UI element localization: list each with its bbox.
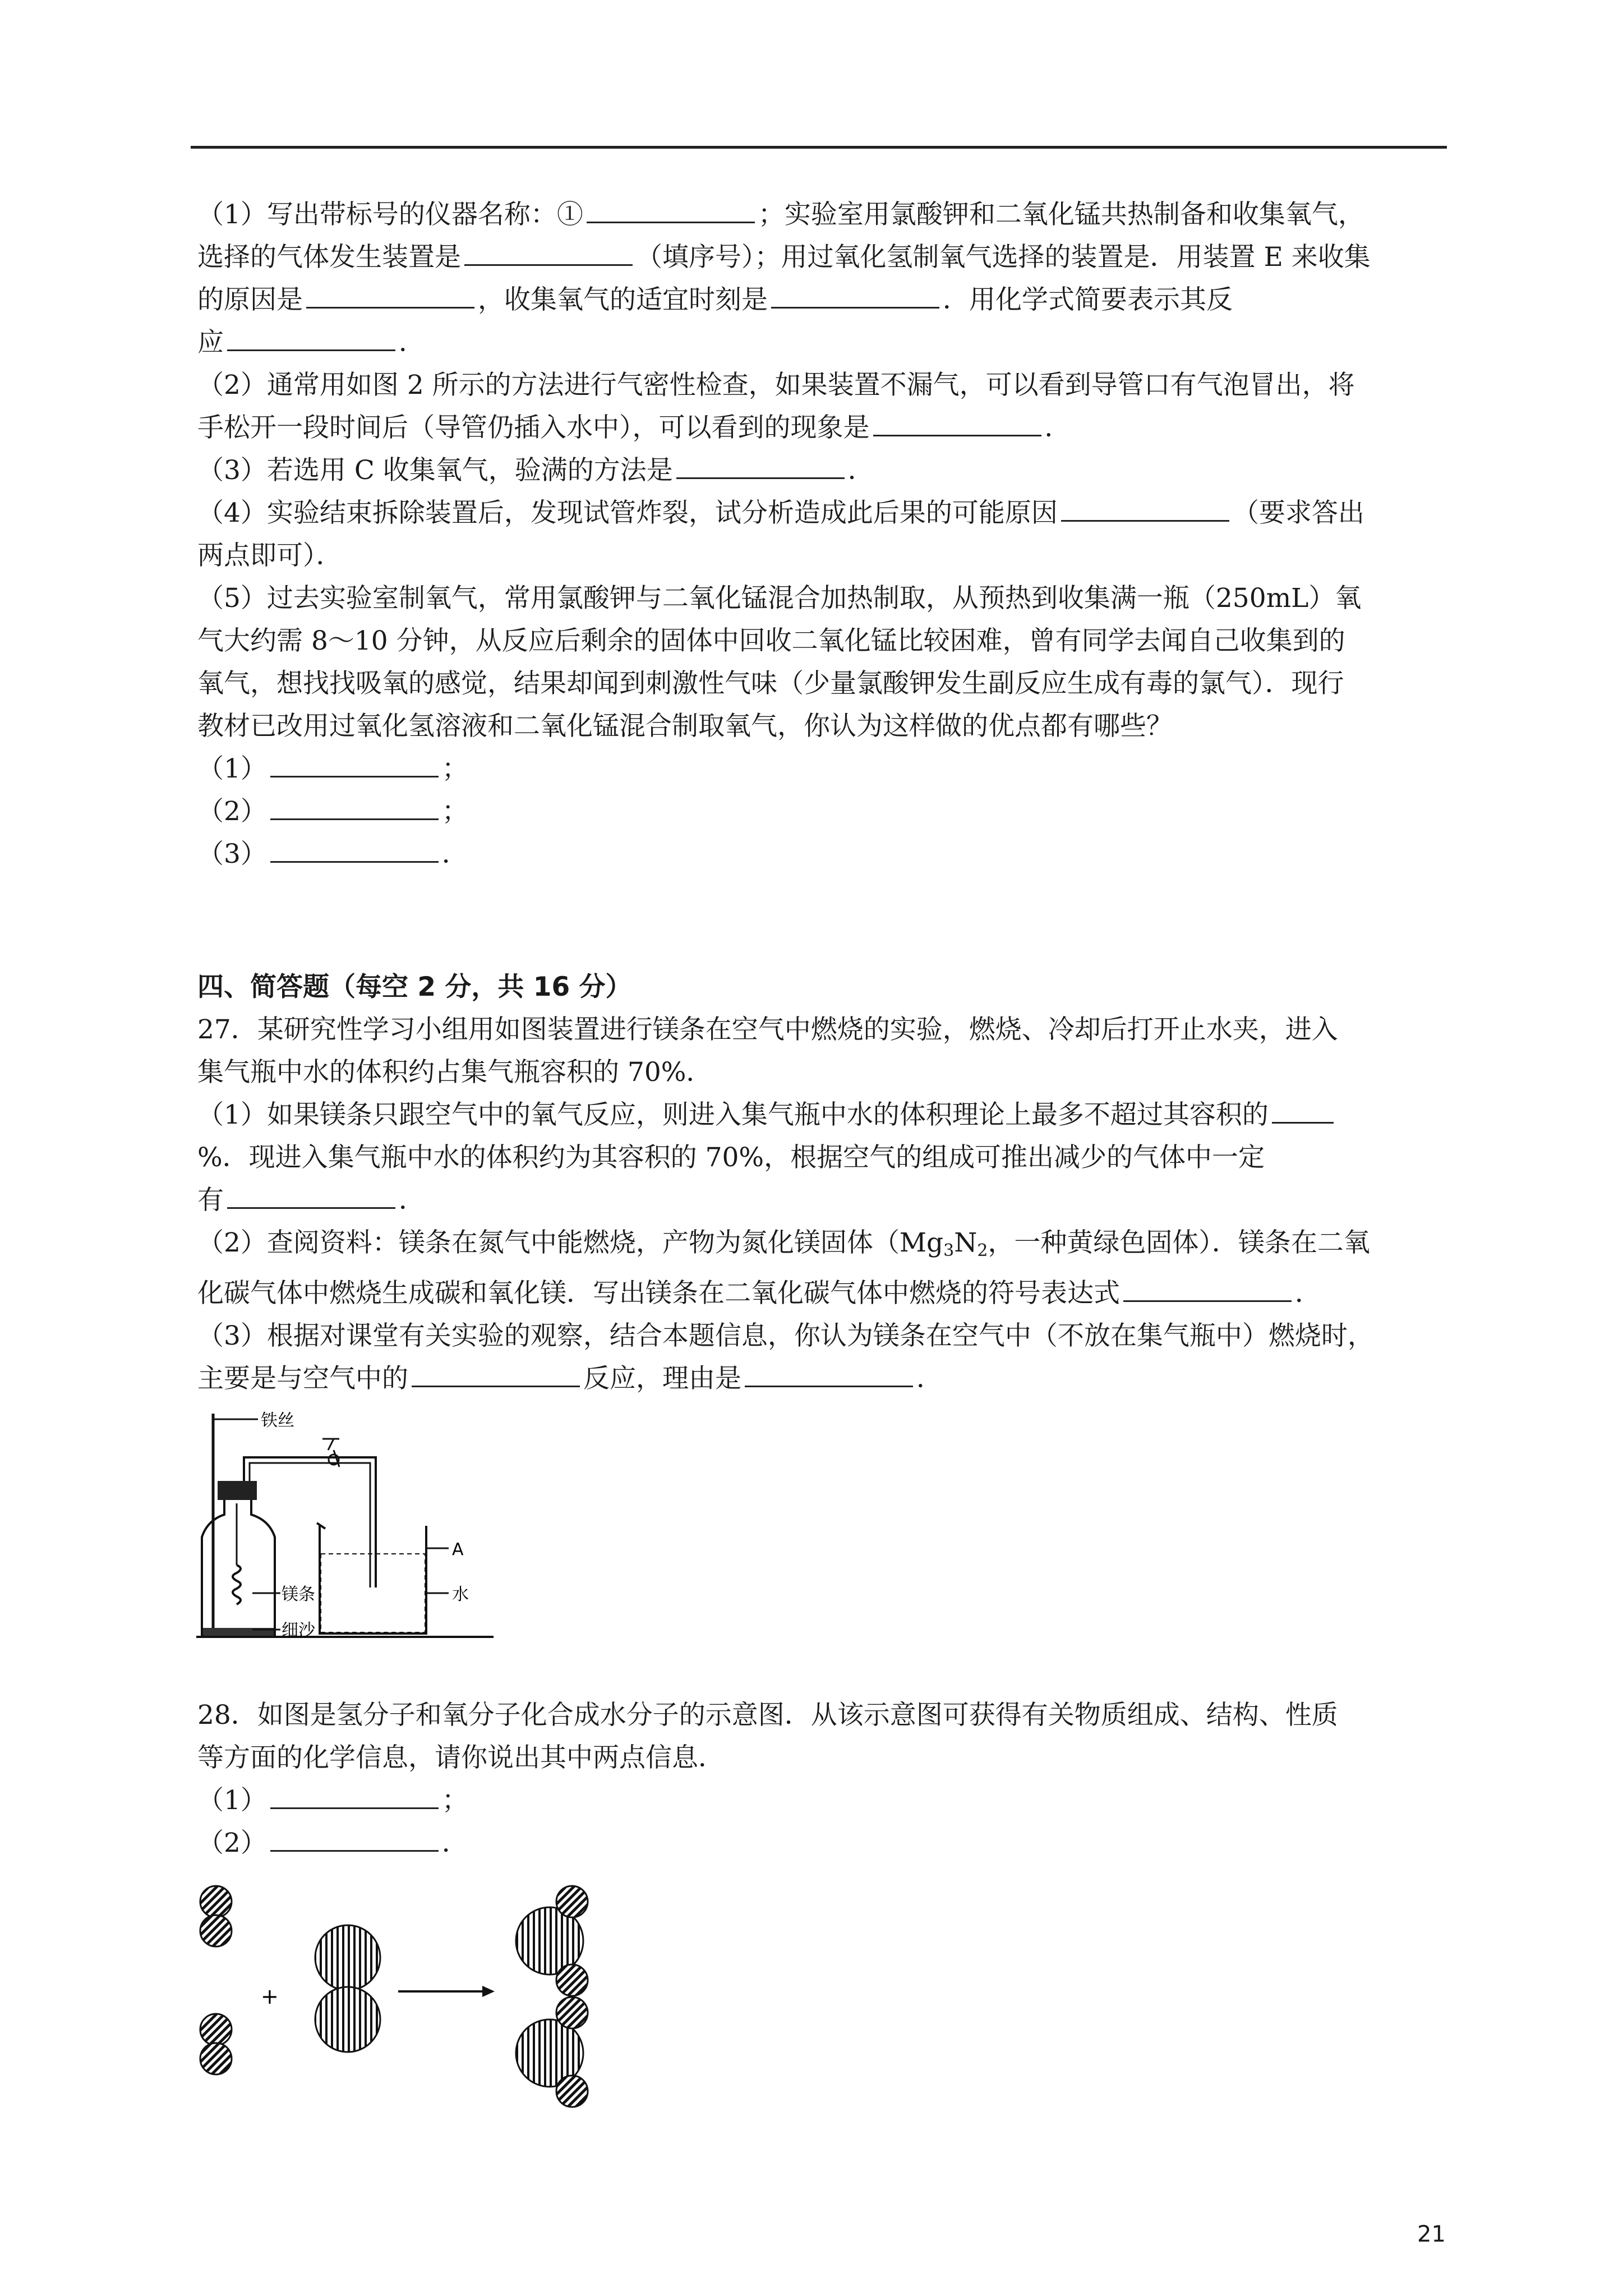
q26-line [197,321,1448,364]
plus-sign: + [261,1984,279,2009]
a-label: A [452,1540,464,1559]
answer-number: （2） [197,796,267,827]
q26-line [197,194,1448,236]
q27-text: ，一种黄绿色固体）．镁条在二氧 [988,1227,1370,1258]
answer-blank[interactable] [412,1361,580,1387]
answer-blank[interactable] [227,1182,395,1209]
q27-text: ． [399,1185,425,1216]
water-label: 水 [452,1585,469,1604]
q28-line [197,1694,1448,1737]
answer-number: （1） [197,1785,267,1816]
q27-text: 集气瓶中水的体积约占集气瓶容积的 70%． [197,1057,713,1088]
question-28 [197,1694,1448,1865]
q26-line [197,662,1448,705]
answer-number: （2） [197,1828,267,1858]
magnesium-coil [233,1565,241,1604]
q26-text: ； [441,796,468,827]
answer-blank[interactable] [270,751,439,777]
beaker [320,1526,426,1634]
q27-text: （2）查阅资料：镁条在氮气中能燃烧，产物为氮化镁固体（Mg [197,1227,944,1258]
q28-line [197,1737,1448,1779]
q26-text: （5）过去实验室制氧气，常用氯酸钾与二氧化锰混合加热制取，从预热到收集满一瓶（250mL）氧 [197,583,1362,614]
q28-line [197,1779,1448,1822]
q28-line [197,1822,1448,1865]
answer-blank[interactable] [676,453,845,479]
q26-line [197,364,1448,407]
q26-line [197,705,1448,748]
answer-blank[interactable] [1061,495,1229,522]
hydrogen-atom [556,2076,588,2107]
answer-blank[interactable] [587,197,755,223]
q26-line [197,833,1448,876]
page-number: 21 [1417,2221,1446,2247]
water-formation-diagram [191,1879,628,2115]
q26-text: ． [847,455,874,486]
hydrogen-atom [556,1997,588,2028]
rubber-stopper [218,1481,257,1500]
answer-blank[interactable] [270,836,439,863]
q26-line [197,535,1448,577]
magnesium-burning-apparatus-figure [191,1402,505,1649]
answer-blank[interactable] [771,282,939,309]
q26-line [197,577,1448,620]
q26-text: 氧气，想找找吸氧的感觉，结果却闻到刺激性气味（少量氯酸钾发生副反应生成有毒的氯气）．现行 [197,668,1344,699]
q27-line [197,1272,1448,1315]
answer-blank[interactable] [270,794,439,820]
q26-line [197,407,1448,449]
q26-text: ；实验室用氯酸钾和二氧化锰共热制备和收集氧气， [758,199,1364,230]
arrow-head-icon [482,1986,495,1997]
q27-text: 化碳气体中燃烧生成碳和氧化镁．写出镁条在二氧化碳气体中燃烧的符号表达式 [197,1278,1120,1309]
beaker-lip [317,1523,325,1529]
q27-text: （3）根据对课堂有关实验的观察，结合本题信息，你认为镁条在空气中（不放在集气瓶中）燃烧时， [197,1320,1374,1351]
q27-text: 主要是与空气中的 [197,1363,408,1394]
q26-line [197,492,1448,535]
sand-label: 细沙 [282,1621,315,1640]
q28-text: 等方面的化学信息，请你说出其中两点信息． [197,1742,725,1773]
q26-text: （3）若选用 C 收集氧气，验满的方法是 [197,455,673,486]
q26-text: 选择的气体发生装置是 [197,242,461,273]
hydrogen-atom [556,1886,588,1917]
q27-text: ． [1295,1278,1321,1309]
question-27 [197,966,1448,1400]
q27-line [197,1315,1448,1358]
q26-text: （要求答出 [1232,498,1364,528]
q26-line [197,279,1448,321]
q27-line [197,1094,1448,1137]
hydrogen-atom [556,1964,588,1996]
q27-line [197,1179,1448,1222]
q26-text: ．用化学式简要表示其反 [943,284,1233,315]
q26-text: 气大约需 8～10 分钟，从反应后剩余的固体中回收二氧化锰比较困难，曾有同学去闻自己收集到的 [197,625,1345,656]
q28-text: ． [441,1828,468,1858]
oxygen-atom [315,1925,380,1990]
answer-blank[interactable] [306,282,474,309]
q27-line [197,1222,1448,1272]
q28-text: 28．如图是氢分子和氧分子化合成水分子的示意图．从该示意图可获得有关物质组成、结构、性质 [197,1700,1338,1731]
q26-text: ． [399,327,425,358]
answer-blank[interactable] [227,325,395,351]
answer-number: （3） [197,839,267,869]
hydrogen-atom [200,1886,232,1917]
q26-text: ，收集氧气的适宜时刻是 [478,284,768,315]
q26-line [197,449,1448,492]
q27-text: （1）如果镁条只跟空气中的氧气反应，则进入集气瓶中水的体积理论上最多不超过其容积的 [197,1099,1269,1130]
q26-text: ； [441,753,468,784]
q28-text: ； [441,1785,468,1816]
q27-line [197,1009,1448,1051]
q26-text: 手松开一段时间后（导管仍插入水中），可以看到的现象是 [197,412,870,443]
q27-line [197,1051,1448,1094]
answer-blank[interactable] [1123,1276,1292,1302]
q27-text: ． [916,1363,943,1394]
q27-text: 反应，理由是 [583,1363,741,1394]
q26-text: 应 [197,327,224,358]
section-heading: 四、简答题（每空 2 分，共 16 分） [197,972,632,1002]
q26-text: ． [441,839,468,869]
hydrogen-atom [200,1915,232,1947]
q26-text: 的原因是 [197,284,303,315]
q27-text: %．现进入集气瓶中水的体积约为其容积的 70%，根据空气的组成可推出减少的气体中一定 [197,1142,1265,1173]
q26-text: （2）通常用如图 2 所示的方法进行气密性检查，如果装置不漏气，可以看到导管口有气泡冒出，将 [197,370,1355,401]
q26-line [197,620,1448,662]
q27-text: 27．某研究性学习小组用如图装置进行镁条在空气中燃烧的实验，燃烧、冷却后打开止水夹，进入 [197,1014,1338,1045]
delivery-tube [244,1457,376,1588]
hydrogen-atom [200,2014,232,2045]
wire-label: 铁丝 [261,1411,294,1430]
ribbon-label: 镁条 [282,1585,315,1604]
question-26 [197,194,1448,876]
answer-blank[interactable] [1272,1097,1334,1124]
q26-text: （1）写出带标号的仪器名称：① [197,199,583,230]
answer-blank[interactable] [270,1783,439,1809]
q27-line [197,1137,1448,1179]
answer-blank[interactable] [745,1361,913,1387]
header-rule [191,146,1447,149]
q27-line [197,1358,1448,1400]
subscript: 3 [943,1241,955,1260]
hydrogen-atom [200,2043,232,2074]
q26-text: 两点即可）． [197,540,343,571]
q27-text: N [954,1227,978,1258]
q26-line [197,790,1448,833]
answer-number: （1） [197,753,267,784]
q26-line [197,236,1448,279]
answer-blank[interactable] [464,240,633,266]
answer-blank[interactable] [270,1825,439,1852]
subscript: 2 [977,1241,988,1260]
oxygen-atom [315,1987,380,2052]
q26-text: 教材已改用过氧化氢溶液和二氧化锰混合制取氧气，你认为这样做的优点都有哪些？ [197,711,1173,742]
q26-text: （4）实验结束拆除装置后，发现试管炸裂，试分析造成此后果的可能原因 [197,498,1058,528]
q27-text: 有 [197,1185,224,1216]
q26-text: （填序号）；用过氧化氢制氧气选择的装置是．用装置 E 来收集 [636,242,1371,273]
q26-line [197,748,1448,790]
q26-text: ． [1044,412,1071,443]
water [321,1554,425,1632]
answer-blank[interactable] [873,410,1041,436]
